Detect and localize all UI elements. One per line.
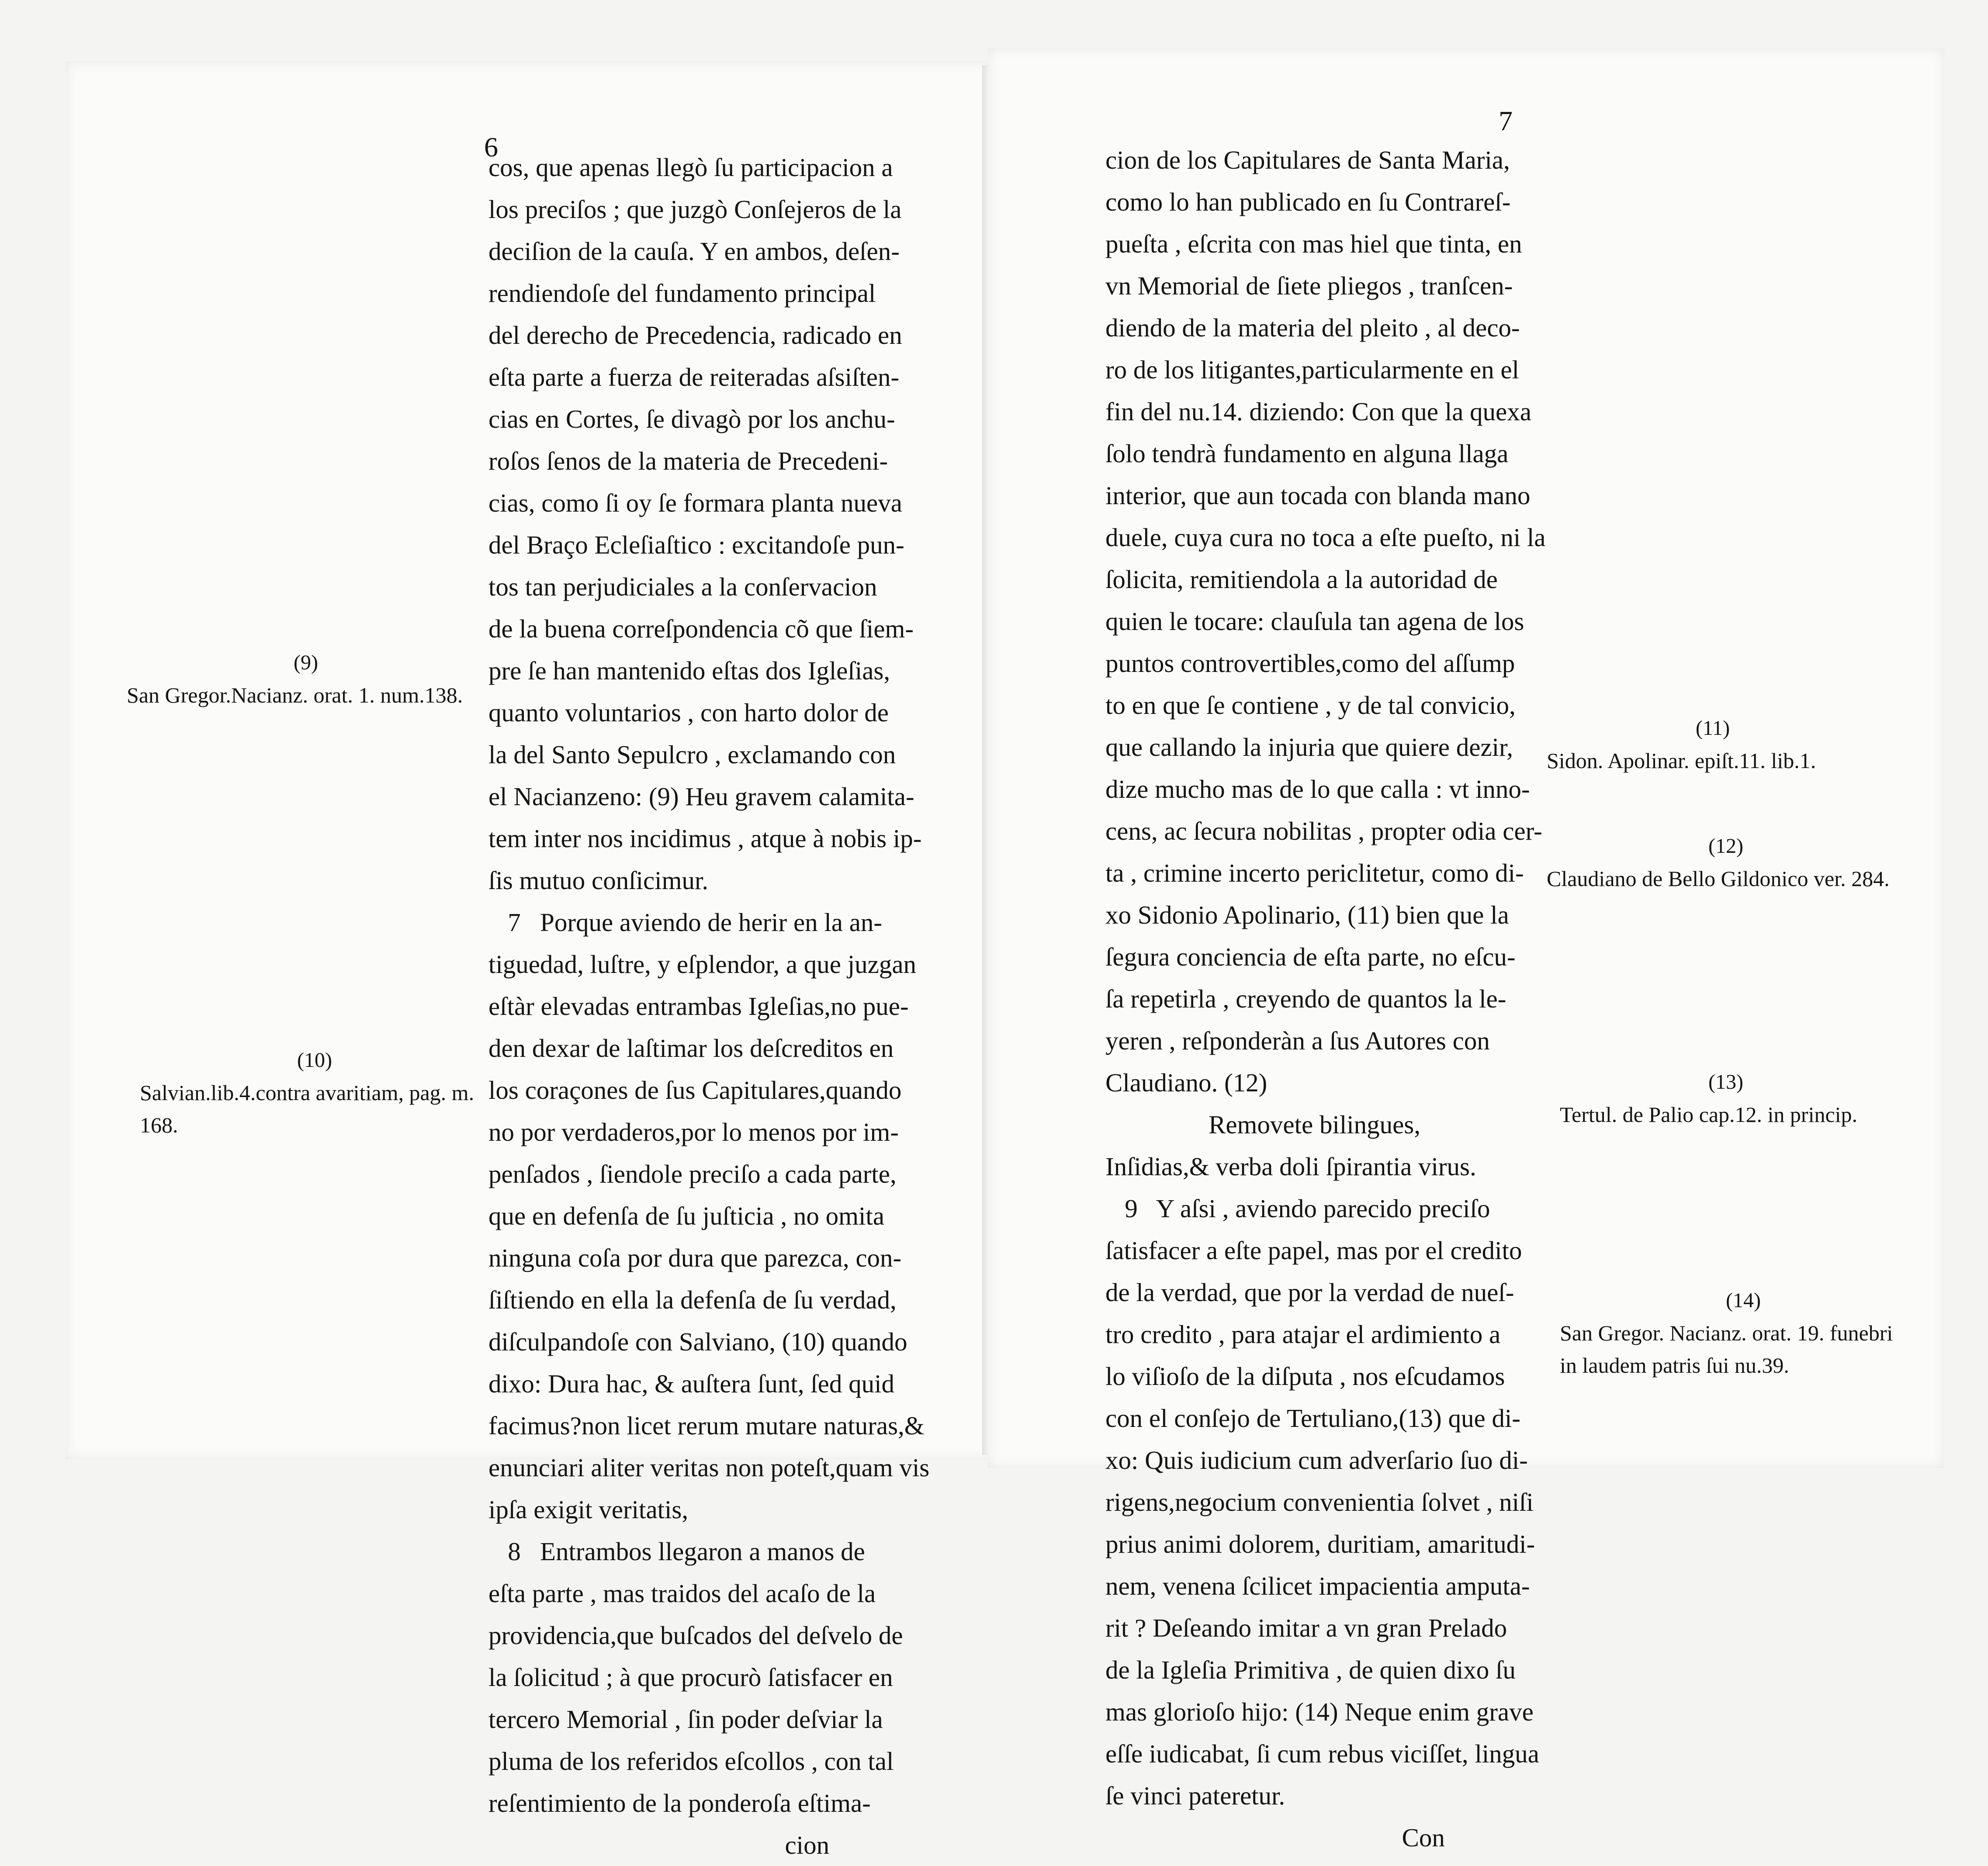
text-line: cion de los Capitulares de Santa Maria, [1105, 145, 1510, 174]
note-citation: Tertul. de Palio cap.12. in princip. [1560, 1102, 1858, 1127]
text-line: fin del nu.14. diziendo: Con que la quexa [1105, 397, 1531, 426]
right-page-body [1105, 139, 1545, 1859]
text-line: tiguedad, luſtre, y eſplendor, a que juzgan [488, 950, 917, 979]
text-line: rit ? Deſeando imitar a vn gran Prelado [1105, 1613, 1507, 1642]
text-line: pre ſe han mantenido eſtas dos Igleſias, [488, 656, 890, 685]
text-line: los preciſos ; que juzgò Conſejeros de la [488, 195, 902, 224]
text-line: cos, que apenas llegò ſu participacion a [488, 153, 893, 182]
text-line: dize mucho mas de lo que calla : vt inno- [1105, 775, 1530, 803]
text-line: facimus?non licet rerum mutare naturas,& [488, 1411, 925, 1440]
right-note-12 [1547, 830, 1905, 895]
text-line: ſe vinci pateretur. [1105, 1781, 1285, 1810]
left-page-number: 6 [484, 132, 498, 163]
text-line: ipſa exigit veritatis, [488, 1495, 689, 1524]
text-line: 7 Porque aviendo de herir en la an- [488, 908, 883, 937]
text-line: den dexar de laſtimar los deſcreditos en [488, 1034, 894, 1063]
text-line: ſiſtiendo en ella la defenſa de ſu verdad, [488, 1285, 897, 1314]
text-line: prius animi dolorem, duritiam, amaritudi- [1105, 1530, 1535, 1558]
text-line: xo: Quis iudicium cum adverſario ſuo di- [1105, 1446, 1528, 1475]
text-line: diſculpandoſe con Salviano, (10) quando [488, 1327, 907, 1356]
text-line: nem, venena ſcilicet impacientia amputa- [1105, 1572, 1530, 1600]
text-line: del Braço Ecleſiaſtico : excitandoſe pun- [488, 530, 904, 559]
note-number: (9) [294, 651, 318, 674]
text-line: como lo han publicado en ſu Contrareſ- [1105, 187, 1511, 216]
text-line: penſados , ſiendole preciſo a cada parte, [488, 1160, 897, 1188]
text-line: diendo de la materia del pleito , al deco- [1105, 313, 1520, 342]
note-citation: Sidon. Apolinar. epiſt.11. lib.1. [1547, 748, 1816, 773]
text-line: providencia,que buſcados del deſvelo de [488, 1621, 903, 1650]
text-line: to en que ſe contiene , y de tal convicio, [1105, 691, 1516, 720]
left-note-10 [140, 1044, 489, 1141]
text-line: Removete bilingues, [1105, 1110, 1421, 1139]
text-line: quien le tocare: clauſula tan agena de los [1105, 607, 1524, 636]
text-line: de la buena correſpondencia cõ que ſiem- [488, 614, 914, 643]
note-citation: Claudiano de Bello Gildonico ver. 284. [1547, 866, 1890, 891]
text-line: de la verdad, que por la verdad de nueſ- [1105, 1278, 1514, 1307]
text-line: quanto voluntarios , con harto dolor de [488, 698, 889, 727]
text-line: tercero Memorial , ſin poder deſviar la [488, 1705, 883, 1734]
right-note-13 [1560, 1066, 1892, 1131]
text-line: rigens,negocium convenientia ſolvet , niſi [1105, 1488, 1534, 1516]
text-line: tro credito , para atajar el ardimiento a [1105, 1320, 1501, 1349]
text-line: eſta parte a fuerza de reiteradas aſsiſten- [488, 363, 900, 391]
text-line: lo viſioſo de la diſputa , nos eſcudamos [1105, 1362, 1505, 1391]
text-line: que callando la injuria que quiere dezir, [1105, 733, 1514, 762]
text-line: ſis mutuo conſicimur. [488, 866, 709, 895]
text-line: ſa repetirla , creyendo de quantos la le- [1105, 984, 1507, 1013]
text-line: de la Igleſia Primitiva , de quien dixo ſu [1105, 1655, 1516, 1684]
text-line: ſolo tendrà fundamento en alguna llaga [1105, 439, 1509, 468]
text-line: eſſe iudicabat, ſi cum rebus viciſſet, lingua [1105, 1739, 1539, 1768]
text-line: vn Memorial de ſiete pliegos , tranſcen- [1105, 271, 1513, 300]
text-line: pueſta , eſcrita con mas hiel que tinta, en [1105, 229, 1522, 258]
text-line: ſegura conciencia de eſta parte, no eſcu- [1105, 942, 1516, 971]
text-line: dixo: Dura hac, & auſtera ſunt, ſed quid [488, 1369, 894, 1398]
text-line: que en defenſa de ſu juſticia , no omita [488, 1201, 885, 1230]
text-line: los coraçones de ſus Capitulares,quando [488, 1076, 902, 1104]
text-line: 8 Entrambos llegaron a manos de [488, 1537, 865, 1566]
text-line: tos tan perjudiciales a la conſervacion [488, 572, 877, 601]
text-line: cias en Cortes, ſe divagò por los anchu- [488, 405, 895, 433]
right-note-14 [1560, 1284, 1927, 1381]
text-line: ta , crimine incerto periclitetur, como di- [1105, 859, 1524, 887]
text-line: ſatisfacer a eſte papel, mas por el credito [1105, 1236, 1522, 1265]
text-line: deciſion de la cauſa. Y en ambos, deſen- [488, 237, 900, 266]
text-line: la del Santo Sepulcro , exclamando con [488, 740, 896, 769]
text-line: interior, que aun tocada con blanda mano [1105, 481, 1531, 510]
text-line: xo Sidonio Apolinario, (11) bien que la [1105, 900, 1509, 929]
text-line: duele, cuya cura no toca a eſte pueſto, ni la [1105, 523, 1546, 552]
right-page-number: 7 [1499, 105, 1513, 136]
note-citation: San Gregor. Nacianz. orat. 19. funebri in laudem patris ſui nu.39. [1560, 1321, 1893, 1378]
text-line: ſolicita, remitiendola a la autoridad de [1105, 565, 1498, 594]
note-number: (14) [1726, 1289, 1761, 1312]
text-line: Con [1105, 1823, 1445, 1852]
text-line: del derecho de Precedencia, radicado en [488, 321, 902, 350]
text-line: con el conſejo de Tertuliano,(13) que di- [1105, 1404, 1520, 1433]
left-note-9 [127, 647, 485, 711]
text-line: pluma de los referidos eſcollos , con tal [488, 1747, 894, 1776]
left-page-body [488, 146, 929, 1866]
note-number: (13) [1708, 1070, 1743, 1094]
text-line: roſos ſenos de la materia de Precedeni- [488, 447, 888, 475]
text-line: eſta parte , mas traidos del acaſo de la [488, 1579, 876, 1608]
note-number: (11) [1695, 717, 1730, 740]
text-line: tem inter nos incidimus , atque à nobis ip- [488, 824, 922, 853]
text-line: mas glorioſo hijo: (14) Neque enim grave [1105, 1697, 1534, 1726]
right-note-11 [1547, 712, 1879, 777]
text-line: puntos controvertibles,como del aſſump [1105, 649, 1515, 678]
note-number: (12) [1708, 834, 1743, 858]
text-line: ninguna coſa por dura que parezca, con- [488, 1243, 902, 1272]
text-line: el Nacianzeno: (9) Heu gravem calamita- [488, 782, 914, 811]
note-citation: San Gregor.Nacianz. orat. 1. num.138. [127, 683, 463, 707]
text-line: cens, ac ſecura nobilitas , propter odia cer- [1105, 817, 1542, 845]
text-line: la ſolicitud ; à que procurò ſatisfacer en [488, 1663, 893, 1692]
note-number: (10) [297, 1049, 332, 1072]
text-line: eſtàr elevadas entrambas Igleſias,no pue- [488, 992, 909, 1021]
text-line: 9 Y aſsi , aviendo parecido preciſo [1105, 1194, 1490, 1223]
note-citation: Salvian.lib.4.contra avaritiam, pag. m. 168. [140, 1080, 474, 1137]
text-line: rendiendoſe del fundamento principal [488, 279, 876, 308]
text-line: ro de los litigantes,particularmente en el [1105, 355, 1519, 384]
text-line: cias, como ſi oy ſe formara planta nueva [488, 488, 902, 517]
text-line: cion [488, 1831, 830, 1859]
text-line: reſentimiento de la ponderoſa eſtima- [488, 1789, 871, 1818]
text-line: yeren , reſponderàn a ſus Autores con [1105, 1026, 1490, 1055]
text-line: Claudiano. (12) [1105, 1068, 1268, 1097]
text-line: Inſidias,& verba doli ſpirantia virus. [1105, 1152, 1476, 1181]
text-line: no por verdaderos,por lo menos por im- [488, 1118, 899, 1146]
text-line: enunciari aliter veritas non poteſt,quam vis [488, 1453, 930, 1482]
